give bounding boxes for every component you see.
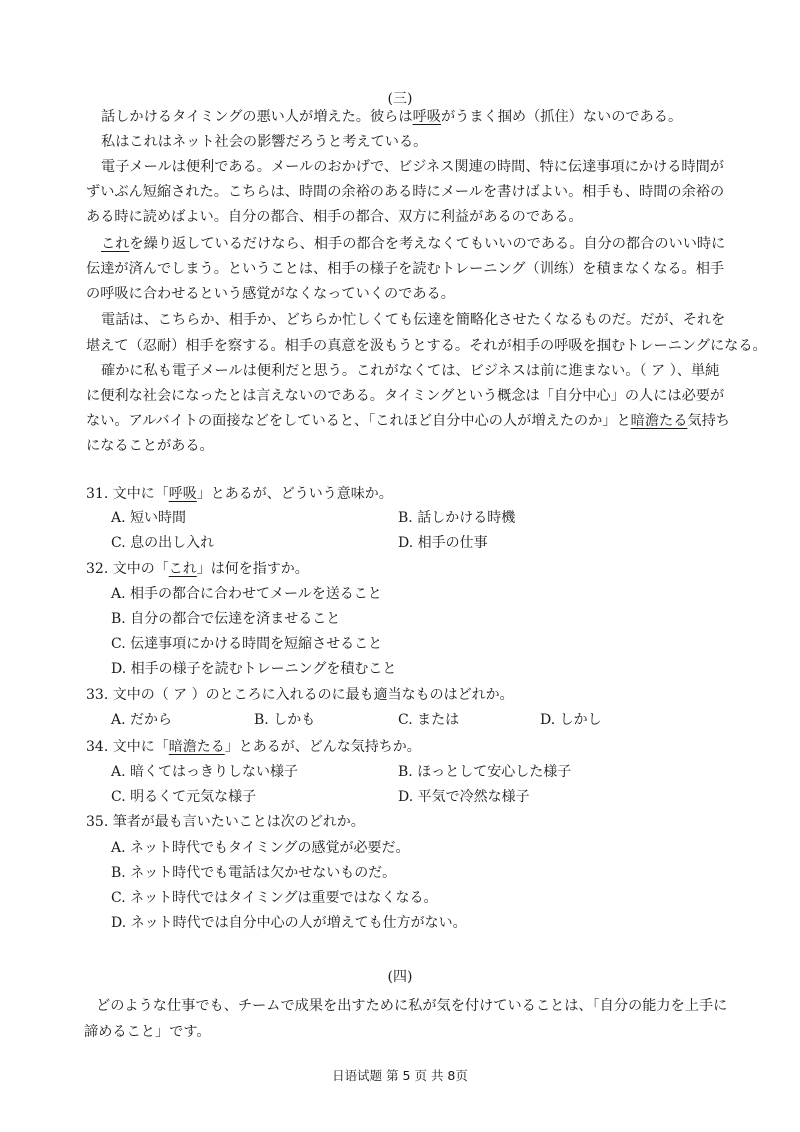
passage-line: ある時に読めばよい。自分の都合、相手の都合、双方に利益があるのである。 bbox=[86, 209, 583, 225]
underlined-term: 呼吸 bbox=[168, 486, 197, 502]
passage-line: 諦めること」です。 bbox=[84, 1024, 211, 1040]
answer-option: D. 相手の仕事 bbox=[398, 535, 488, 551]
passage-line: これを繰り返しているだけなら、相手の都合を考えなくてもいいのである。自分の都合のいい時に bbox=[101, 236, 726, 252]
answer-option: A. 相手の都合に合わせてメールを送ること bbox=[111, 586, 382, 602]
passage-line: に便利な社会になったとは言えないのである。タイミングという概念は「自分中心」の人には必要が bbox=[86, 388, 725, 404]
answer-option: D. ネット時代では自分中心の人が増えても仕方がない。 bbox=[111, 915, 467, 931]
answer-option: A. だから bbox=[111, 712, 173, 728]
passage-line: 話しかけるタイミングの悪い人が増えた。彼らは呼吸がうまく掴め（抓住）ないのである。 bbox=[101, 109, 683, 125]
passage-line: の呼吸に合わせるという感覚がなくなっていくのである。 bbox=[86, 286, 455, 302]
passage-line: 伝達が済んでしまう。ということは、相手の様子を読むトレーニング（训练）を積まなくなる。相手 bbox=[86, 261, 725, 277]
answer-option: A. 暗くてはっきりしない様子 bbox=[111, 764, 299, 780]
passage-line: ない。アルバイトの面接などをしていると、「これほど自分中心の人が増えたのか」と暗澹たる気持ち bbox=[86, 413, 730, 429]
question-stem: 35. 筆者が最も言いたいことは次のどれか。 bbox=[86, 814, 365, 830]
section-4-title: (四) bbox=[387, 969, 413, 985]
answer-option: D. 相手の様子を読むトレーニングを積むこと bbox=[111, 661, 397, 677]
answer-option: A. 短い時間 bbox=[111, 510, 187, 526]
underlined-term: これ bbox=[101, 236, 130, 252]
passage-line: になることがある。 bbox=[86, 438, 214, 454]
answer-option: B. しかも bbox=[254, 712, 316, 728]
answer-option: D. 平気で冷然な様子 bbox=[398, 789, 530, 805]
underlined-term: 呼吸 bbox=[412, 109, 441, 125]
passage-line: ずいぶん短縮された。こちらは、時間の余裕のある時にメールを書けばよい。相手も、時間の余裕の bbox=[86, 184, 725, 200]
passage-line: 電子メールは便利である。メールのおかげで、ビジネス関連の時間、特に伝達事項にかける時間が bbox=[101, 159, 724, 175]
answer-option: C. ネット時代ではタイミングは重要ではなくなる。 bbox=[111, 890, 438, 906]
passage-line: どのような仕事でも、チームで成果を出すために私が気を付けていることは、「自分の能力を上手に bbox=[96, 998, 728, 1014]
question-stem: 33. 文中の（ ア ）のところに入れるのに最も適当なものはどれか。 bbox=[86, 687, 514, 703]
answer-option: C. 息の出し入れ bbox=[111, 535, 215, 551]
question-stem: 31. 文中に「呼吸」とあるが、どういう意味か。 bbox=[86, 486, 393, 502]
passage-line: 私はこれはネット社会の影響だろうと考えている。 bbox=[101, 134, 428, 150]
underlined-term: 暗澹たる bbox=[630, 413, 688, 429]
answer-option: B. ほっとして安心した様子 bbox=[398, 764, 572, 780]
answer-option: B. 話しかける時機 bbox=[398, 510, 516, 526]
passage-line: 確かに私も電子メールは便利だと思う。これがなくては、ビジネスは前に進まない。（ ア ）、単純 bbox=[101, 363, 720, 379]
answer-option: B. ネット時代でも電話は欠かせないものだ。 bbox=[111, 865, 397, 881]
answer-option: C. 伝達事項にかける時間を短縮させること bbox=[111, 636, 383, 652]
answer-option: A. ネット時代でもタイミングの感覚が必要だ。 bbox=[111, 840, 410, 856]
answer-option: C. 明るくて元気な様子 bbox=[111, 789, 257, 805]
answer-option: D. しかし bbox=[540, 712, 602, 728]
question-stem: 32. 文中の「これ」は何を指すか。 bbox=[86, 561, 309, 577]
underlined-term: 暗澹たる bbox=[168, 739, 225, 755]
passage-line: 電話は、こちらか、相手か、どちらか忙しくても伝達を簡略化させたくなるものだ。だが、それを bbox=[101, 312, 726, 328]
page-footer: 日语试题 第 5 页 共 8页 bbox=[332, 1068, 468, 1083]
question-stem: 34. 文中に「暗澹たる」とあるが、どんな気持ちか。 bbox=[86, 739, 421, 755]
answer-option: B. 自分の都合で伝達を済ませること bbox=[111, 611, 341, 627]
underlined-term: これ bbox=[168, 561, 197, 577]
section-3-title: (三) bbox=[387, 91, 413, 107]
passage-line: 堪えて（忍耐）相手を察する。相手の真意を汲もうとする。それが相手の呼吸を掴むトレーニングになる。 bbox=[86, 338, 767, 354]
answer-option: C. または bbox=[398, 712, 460, 728]
